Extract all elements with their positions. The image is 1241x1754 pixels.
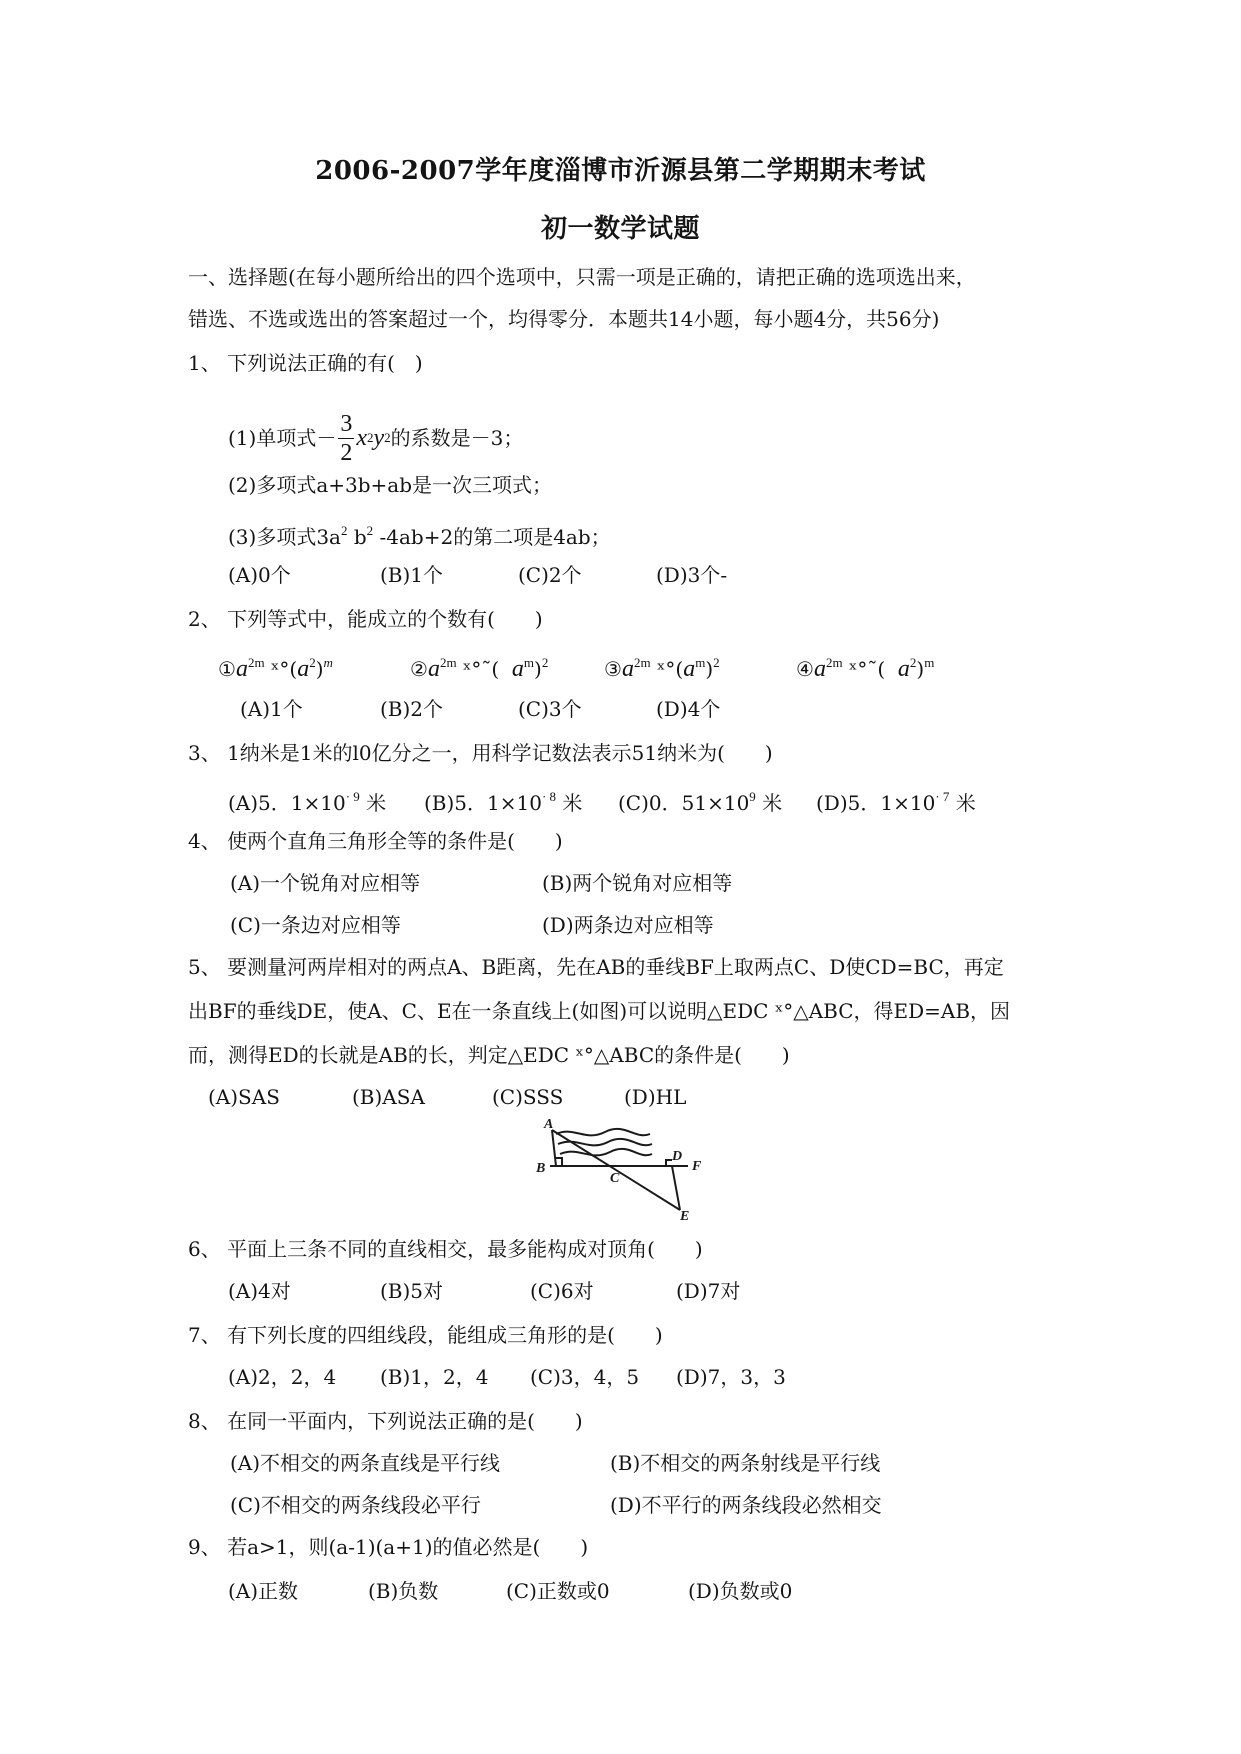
q4-option-a: (A)一个锐角对应相等 <box>230 871 421 895</box>
q1-s3-a: (3)多项式3a <box>228 525 341 549</box>
q1-var-y: y <box>373 425 385 451</box>
q2-option-a: (A)1个 <box>240 697 303 721</box>
q1-statement-1 <box>228 408 523 468</box>
q4-stem: 4、 使两个直角三角形全等的条件是( ) <box>188 829 563 853</box>
segment-ab <box>552 1130 556 1166</box>
q3-option-d: (D)5．$1\times 10^{\cdot 7}$ 米 <box>816 789 976 815</box>
q2-option-b: (B)2个 <box>380 697 444 721</box>
q1-s1-pre: (1)单项式－ <box>228 426 337 450</box>
q7-stem: 7、 有下列长度的四组线段，能组成三角形的是( ) <box>188 1323 663 1347</box>
q5-line3: 而，测得ED的长就是AB的长，判定△EDC ˣ°△ABC的条件是( ) <box>188 1043 790 1067</box>
q7-option-d: (D)7，3，3 <box>676 1365 786 1389</box>
q8-option-d: (D)不平行的两条线段必然相交 <box>610 1493 882 1517</box>
q6-stem: 6、 平面上三条不同的直线相交，最多能构成对顶角( ) <box>188 1237 703 1261</box>
segment-de <box>672 1166 680 1210</box>
q3-option-c: (C)0．$51\times 10^9$ 米 <box>618 789 783 815</box>
q7-option-b: (B)1，2，4 <box>380 1365 489 1389</box>
q6-option-b: (B)5对 <box>380 1279 444 1303</box>
q1-s3-b: b <box>347 525 367 549</box>
river-wave-1 <box>556 1129 650 1135</box>
label-f: F <box>692 1159 702 1174</box>
river-wave-3 <box>560 1149 652 1155</box>
label-b: B <box>536 1161 546 1176</box>
q3-option-a: (A)5．$1\times 10^{\cdot 9}$ 米 <box>228 789 387 815</box>
q4-option-b: (B)两个锐角对应相等 <box>542 871 733 895</box>
q6-option-d: (D)7对 <box>676 1279 741 1303</box>
q6-option-c: (C)6对 <box>530 1279 594 1303</box>
q1-fraction-den: 2 <box>340 439 353 466</box>
section-intro-line1: 一、选择题(在每小题所给出的四个选项中，只需一项是正确的，请把正确的选项选出来， <box>188 265 976 289</box>
label-c: C <box>610 1171 620 1186</box>
q8-option-a: (A)不相交的两条直线是平行线 <box>230 1451 501 1475</box>
q3-stem: 3、 1纳米是1米的l0亿分之一，用科学记数法表示51纳米为( ) <box>188 741 773 765</box>
q2-expr-2: $②a^{2m}$ ˣ°˜( $a^m)^2$ <box>410 655 549 682</box>
q7-option-c: (C)3，4，5 <box>530 1365 640 1389</box>
q8-option-b: (B)不相交的两条射线是平行线 <box>610 1451 881 1475</box>
q1-option-b: (B)1个 <box>380 563 444 587</box>
river-wave-2 <box>558 1139 652 1145</box>
exam-title: 2006-2007学年度淄博市沂源县第二学期期末考试 <box>315 156 926 186</box>
q1-x-exp: 2 <box>367 430 374 445</box>
q1-statement-3 <box>228 518 611 550</box>
q1-option-c: (C)2个 <box>518 563 582 587</box>
q1-option-a: (A)0个 <box>228 563 291 587</box>
q1-stem: 1、 下列说法正确的有( ) <box>188 351 423 375</box>
q2-expr-3: $③a^{2m}$ $ˣ^\circ(a^m)^2$ <box>604 655 720 682</box>
q7-option-a: (A)2，2，4 <box>228 1365 337 1389</box>
q2-stem: 2、 下列等式中，能成立的个数有( ) <box>188 607 543 631</box>
q9-option-a: (A)正数 <box>228 1579 299 1603</box>
q1-statement-2: (2)多项式a+3b+ab是一次三项式； <box>228 473 553 497</box>
label-a: A <box>544 1117 554 1132</box>
q5-line1: 5、 要测量河两岸相对的两点A、B距离，先在AB的垂线BF上取两点C、D使CD=BC，再定 <box>188 955 1004 979</box>
q9-option-c: (C)正数或0 <box>506 1579 610 1603</box>
exam-subtitle: 初一数学试题 <box>540 214 700 244</box>
label-d: D <box>672 1149 683 1164</box>
q9-option-b: (B)负数 <box>368 1579 439 1603</box>
q1-s3-aexp: 2 <box>340 523 348 538</box>
q6-option-a: (A)4对 <box>228 1279 291 1303</box>
q2-expr-4: $④a^{2m}$ ˣ°˜( $a^2)^m$ <box>796 655 935 682</box>
q1-s3-c: -4ab+2的第二项是4ab； <box>373 525 611 549</box>
q1-s3-bexp: 2 <box>366 523 374 538</box>
section-intro-line2: 错选、不选或选出的答案超过一个，均得零分．本题共14小题，每小题4分，共56分) <box>188 307 940 331</box>
q8-stem: 8、 在同一平面内，下列说法正确的是( ) <box>188 1409 583 1433</box>
q5-option-b: (B)ASA <box>352 1085 425 1109</box>
q1-fraction <box>338 410 354 467</box>
q9-option-d: (D)负数或0 <box>688 1579 793 1603</box>
right-angle-b <box>556 1158 562 1166</box>
q1-option-d: (D)3个- <box>656 563 728 587</box>
q1-fraction-num: 3 <box>340 410 353 437</box>
q4-option-c: (C)一条边对应相等 <box>230 913 401 937</box>
q5-option-c: (C)SSS <box>492 1085 564 1109</box>
q4-option-d: (D)两条边对应相等 <box>542 913 714 937</box>
q1-var-x: x <box>356 425 367 451</box>
q2-option-c: (C)3个 <box>518 697 582 721</box>
river-measure-figure <box>520 1112 720 1222</box>
label-e: E <box>680 1209 690 1222</box>
q5-line2: 出BF的垂线DE，使A、C、E在一条直线上(如图)可以说明△EDC ˣ°△ABC，得ED=AB，因 <box>188 999 1011 1023</box>
q1-y-exp: 2 <box>384 430 391 445</box>
q2-option-d: (D)4个 <box>656 697 721 721</box>
q8-option-c: (C)不相交的两条线段必平行 <box>230 1493 481 1517</box>
q5-option-d: (D)HL <box>624 1085 687 1109</box>
q2-expr-1: $①a^{2m}$ $ˣ^\circ(a^2)^m$ <box>218 655 333 682</box>
q5-option-a: (A)SAS <box>208 1085 280 1109</box>
q9-stem: 9、 若a>1，则(a-1)(a+1)的值必然是( ) <box>188 1535 589 1559</box>
q1-s1-post: 的系数是－3； <box>390 426 524 450</box>
q3-option-b: (B)5．$1\times 10^{\cdot 8}$ 米 <box>424 789 583 815</box>
